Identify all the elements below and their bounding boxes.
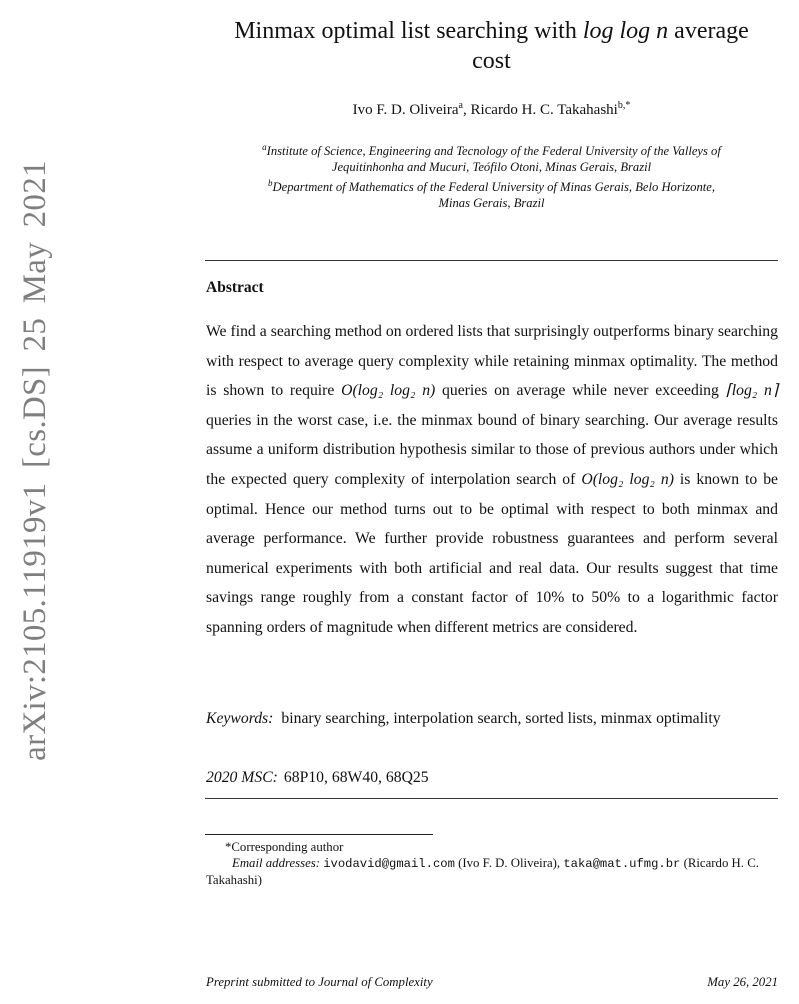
abstract-text: queries in the worst case, i.e. the minmax bound of binary searching. Our average results assume a uniform distribution hypothesis similar to those of previous authors under which the expected query complexity of interpolation search of: [206, 411, 778, 488]
footnote-rule: [205, 834, 433, 835]
author-name: Ivo F. D. Oliveira: [352, 102, 459, 118]
author-list: Ivo F. D. Oliveira$^a$, Ricardo H. C. Takahashi$^{b,*}$: [352, 100, 631, 118]
footer-date: May 26, 2021: [707, 975, 778, 989]
title-text-prefix: Minmax optimal list searching with: [234, 18, 583, 44]
author-affiliation-mark: a: [458, 100, 463, 111]
paper-title: [205, 16, 778, 76]
keywords-value: binary searching, interpolation search, sorted lists, minmax optimality: [281, 710, 721, 727]
affiliation-line: Minas Gerais, Brazil: [438, 196, 545, 211]
affiliation-b: [205, 175, 778, 211]
title-text-suffix: average: [668, 18, 749, 44]
keywords-label: Keywords:: [206, 710, 274, 727]
msc-value: 68P10, 68W40, 68Q25: [283, 769, 429, 786]
email-link[interactable]: taka@mat.ufmg.br: [563, 857, 681, 871]
arxiv-stamp-text: arXiv:2105.11919v1 [cs.DS] 25 May 2021: [16, 159, 53, 761]
affiliation-mark: a: [262, 142, 267, 152]
footer-journal: Preprint submitted to Journal of Complexity: [206, 975, 433, 989]
abstract-bottom-rule: [205, 798, 778, 799]
author-name: Ricardo H. C. Takahashi: [470, 102, 618, 118]
affiliation-line: Institute of Science, Engineering and Tecnology of the Federal University of the Valleys of: [266, 144, 721, 159]
email-addresses-note: [206, 855, 778, 888]
math-expression: ⌈log₂ n⌉: [725, 382, 778, 400]
affiliation-line: Department of Mathematics of the Federal University of Minas Gerais, Belo Horizonte,: [272, 180, 715, 195]
title-math: log log n: [582, 18, 669, 44]
author-affiliation-mark: b,*: [617, 100, 631, 111]
msc-label: 2020 MSC:: [206, 769, 278, 786]
keywords: [206, 704, 766, 734]
arxiv-identifier-stamp: [0, 160, 70, 760]
email-owner: (Ricardo H. C. Takahashi): [206, 856, 759, 887]
math-expression: O(log₂ log₂ n): [341, 382, 436, 400]
corresponding-author-note: *Corresponding author: [225, 840, 344, 854]
page-footer: [206, 975, 778, 990]
affiliation-line: Jequitinhonha and Mucuri, Teófilo Otoni, Minas Gerais, Brazil: [331, 160, 652, 175]
email-link[interactable]: ivodavid@gmail.com: [323, 857, 455, 871]
abstract-text: We find a searching method on ordered lists that surprisingly outperforms binary searching with respect to average query complexity while retaining minmax optimality. The method is shown to require: [206, 323, 778, 400]
abstract-text: is known to be optimal. Hence our method turns out to be optimal with respect to both minmax and average performance. We further provide robustness guarantees and perform several numerical experiments with both artificial and real data. Our results suggest that time savings range roughly from a constant factor of 10% to 50% to a logarithmic factor spanning orders of magnitude when different metrics are considered.: [206, 470, 779, 636]
abstract-text: queries on average while never exceeding: [435, 382, 726, 400]
abstract-heading: Abstract: [206, 279, 264, 296]
affiliation-a: [205, 139, 778, 175]
math-expression: O(log₂ log₂ n): [581, 470, 674, 488]
footnotes: [206, 839, 778, 888]
affiliations: [205, 139, 778, 211]
email-owner: (Ivo F. D. Oliveira),: [458, 856, 561, 870]
msc-codes: [206, 763, 429, 793]
affiliation-mark: b: [268, 178, 273, 189]
abstract-top-rule: [205, 260, 778, 261]
abstract-body: [206, 317, 778, 643]
title-line-2: cost: [472, 48, 511, 74]
email-label: Email addresses:: [232, 856, 321, 870]
